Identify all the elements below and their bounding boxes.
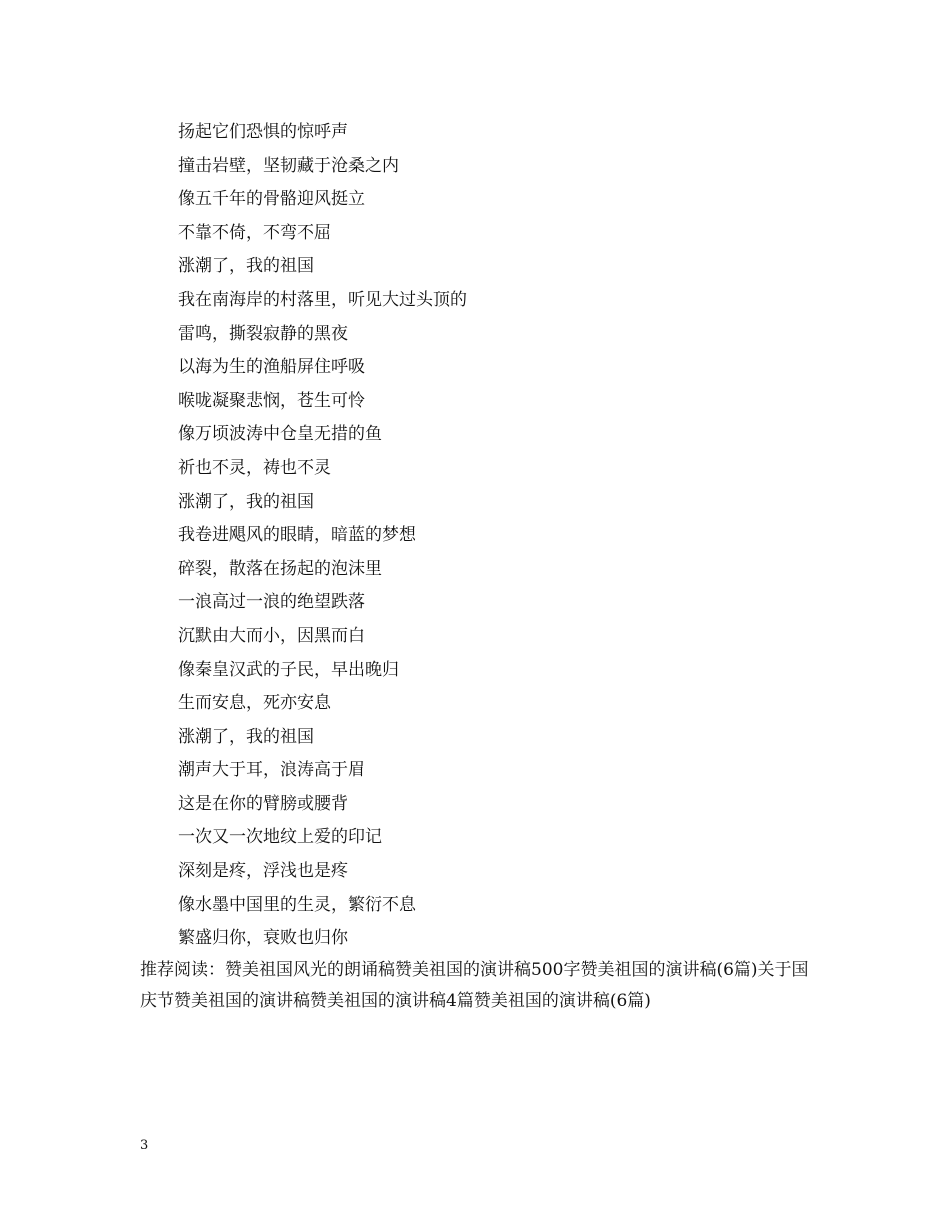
poem-line: 像万顷波涛中仓皇无措的鱼 [178, 424, 382, 445]
poem-line: 我在南海岸的村落里，听见大过头顶的 [178, 289, 467, 310]
poem-line: 涨潮了，我的祖国 [178, 256, 314, 277]
poem-line: 深刻是疼，浮浅也是疼 [178, 861, 348, 882]
poem-line: 繁盛归你，衰败也归你 [178, 928, 348, 949]
poem-line: 以海为生的渔船屏住呼吸 [178, 357, 365, 378]
poem-line: 沉默由大而小，因黑而白 [178, 625, 365, 646]
poem-line: 像水墨中国里的生灵，繁衍不息 [178, 894, 416, 915]
poem-line: 涨潮了，我的祖国 [178, 726, 314, 747]
poem-line: 喉咙凝聚悲悯，苍生可怜 [178, 390, 365, 411]
poem-line: 生而安息，死亦安息 [178, 693, 331, 714]
poem-line: 碎裂，散落在扬起的泡沫里 [178, 558, 382, 579]
poem-line: 不靠不倚，不弯不屈 [178, 222, 331, 243]
poem-line: 像五千年的骨骼迎风挺立 [178, 189, 365, 210]
page-number: 3 [140, 1138, 149, 1153]
poem-line: 一浪高过一浪的绝望跌落 [178, 592, 365, 613]
poem-line: 扬起它们恐惧的惊呼声 [178, 122, 348, 142]
poem-line: 涨潮了，我的祖国 [178, 491, 314, 512]
poem-line: 像秦皇汉武的子民，早出晚归 [178, 659, 399, 680]
poem-line: 祈也不灵，祷也不灵 [178, 457, 331, 478]
poem-line: 潮声大于耳，浪涛高于眉 [178, 760, 365, 781]
poem-line: 撞击岩壁，坚韧藏于沧桑之内 [178, 155, 399, 176]
poem-line: 雷鸣，撕裂寂静的黑夜 [178, 323, 348, 344]
poem-line: 一次又一次地纹上爱的印记 [178, 827, 382, 848]
poem-line: 这是在你的臂膀或腰背 [178, 793, 348, 814]
poem-body [178, 116, 467, 956]
poem-line: 我卷进飓风的眼睛，暗蓝的梦想 [178, 525, 416, 546]
recommended-reading: 推荐阅读：赞美祖国风光的朗诵稿赞美祖国的演讲稿500字赞美祖国的演讲稿(6篇)关于国庆节赞美祖国的演讲稿赞美祖国的演讲稿4篇赞美祖国的演讲稿(6篇) [140, 960, 809, 1011]
